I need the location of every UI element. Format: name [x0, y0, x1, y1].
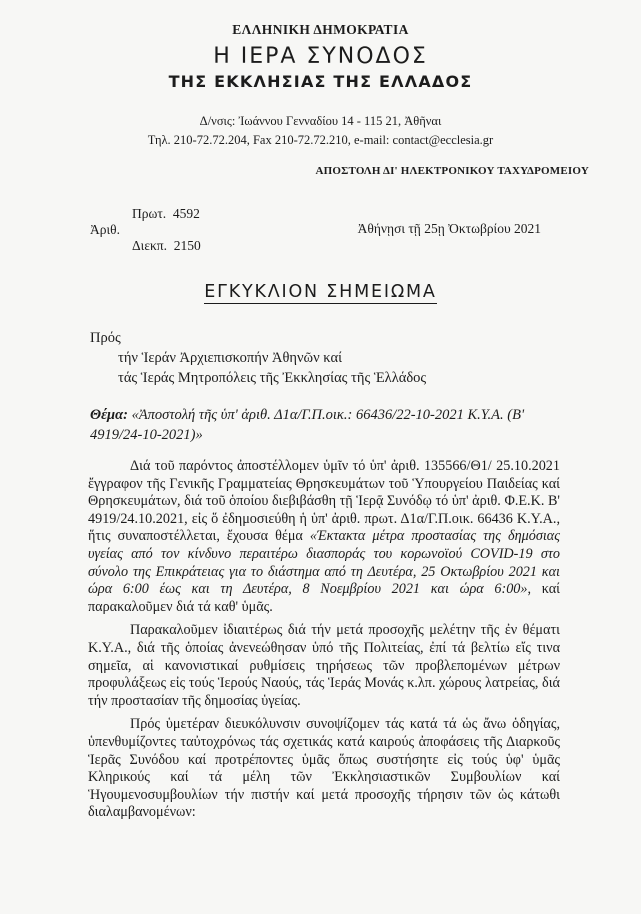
body-text: , καί παρακαλοῦμεν διά τά καθ' ὑμᾶς.	[88, 581, 560, 615]
dispatch-label: Διεκπ.	[132, 238, 167, 253]
letter-body	[88, 458, 560, 828]
body-paragraph	[88, 458, 560, 616]
body-paragraph: Πρός ὑμετέραν διευκόλυνσιν συνοψίζομεν τάς κατά τά ὡς ἄνω ὁδηγίας, ὑπενθυμίζοντες ταὐτοχρόνως τάς σχετικάς κατά καιρούς ἀποφάσεις τῆς Διαρκοῦς Ἱερᾶς Συνόδου καί προτρέποντες ὑμᾶς ὅπως συστήσητε εἰς τούς ὑφ' ὑμᾶς Κληρικούς καί τά μέλη τῶν Ἐκκλησιαστικῶν Συμβουλίων καί Ἡγουμενοσυμβουλίων τήν πιστήν καί μετά προσοχῆς τήρησιν τῶν ὡς κάτωθι διαλαμβανομένων:	[88, 716, 560, 821]
letterhead-address	[0, 112, 641, 150]
body-paragraph: Παρακαλοῦμεν ἰδιαιτέρως διά τήν μετά προσοχῆς μελέτην τῆς ἐν θέματι Κ.Υ.Α., διά τῆς ὁποίας ἀνενεώθησαν ὑπό τῆς Πολιτείας, ἐπί τά βελτίω εἴς τινα σημεῖα, αἱ κανονιστικαί ρυθμίσεις τηρήσεως τῶν προβλεπομένων μέτρων προφυλάξεως εἰς τούς Ἱερούς Ναούς, τάς Ἱεράς Μονάς κ.λπ. χώρους λατρείας, διά τήν προστασίαν τῆς δημοσίας ὑγείας.	[88, 622, 560, 709]
dispatch-number	[132, 237, 201, 255]
circular-title-text: ΕΓΚΥΚΛΙΟΝ ΣΗΜΕΙΩΜΑ	[204, 282, 437, 302]
protocol-label: Πρωτ.	[132, 206, 167, 221]
addressee-block	[90, 328, 426, 388]
subject-label: Θέμα:	[90, 407, 128, 423]
synod-subtitle: ΤΗΣ ΕΚΚΛΗΣΙΑΣ ΤΗΣ ΕΛΛΑΔΟΣ	[168, 72, 473, 91]
republic-heading: ΕΛΛΗΝΙΚΗ ΔΗΜΟΚΡΑΤΙΑ	[232, 22, 409, 37]
addressee-line: τήν Ἱεράν Ἀρχιεπισκοπήν Ἀθηνῶν καί	[118, 350, 342, 366]
subject-block	[90, 405, 560, 445]
number-label: Ἀριθ.	[90, 222, 120, 237]
protocol-number	[132, 205, 200, 223]
contact-line: Τηλ. 210-72.72.204, Fax 210-72.72.210, e-mail: contact@ecclesia.gr	[147, 133, 494, 147]
circular-title	[0, 282, 641, 302]
dispatch-value: 2150	[173, 238, 201, 253]
body-text: Διά τοῦ παρόντος ἀποστέλλομεν ὑμῖν τό ὑπ' ἀριθ. 135566/Θ1/ 25.10.2021 ἔγγραφον τῆς Γενικῆς Γραμματείας Θρησκευμάτων τοῦ Ὑπουργείου Παιδείας καί Θρησκευμάτων, διά τοῦ ὁποίου διεβιβάσθη τῇ Ἱερᾷ Συνόδῳ τό ὑπ' ἀριθ. Φ.Ε.Κ. Β' 4919/24.10.2021, εἰς ὅ ἐδημοσιεύθη ἡ ὑπ' ἀριθ. πρωτ. Δ1α/Γ.Π.οικ. 66436 Κ.Υ.Α., ἥτις συναποστέλλεται, ἔχουσα θέμα	[88, 458, 560, 545]
subject-text: «Ἀποστολή τῆς ὑπ' ἀριθ. Δ1α/Γ.Π.οικ.: 66436/22-10-2021 Κ.Υ.Α. (Β' 4919/24-10-2021)»	[90, 407, 525, 443]
protocol-value: 4592	[172, 206, 200, 221]
addressee-to: Πρός	[90, 330, 121, 346]
letter-date: Ἀθήνῃσι τῇ 25ῃ Ὀκτωβρίου 2021	[357, 221, 541, 236]
addressee-line: τάς Ἱεράς Μητροπόλεις τῆς Ἐκκλησίας τῆς Ἑλλάδος	[118, 370, 427, 386]
synod-title: Η ΙΕΡΑ ΣΥΝΟΔΟΣ	[213, 44, 428, 69]
delivery-note: ΑΠΟΣΤΟΛΗ ΔΙ' ΗΛΕΚΤΡΟΝΙΚΟΥ ΤΑΧΥΔΡΟΜΕΙΟΥ	[315, 165, 589, 177]
body-quote: «Έκτακτα μέτρα προστασίας της δημόσιας υγείας από τον κίνδυνο περαιτέρω διασποράς του κορωνοϊού COVID-19 στο σύνολο της Επικράτειας για το διάστημα από τη Δευτέρα, 25 Οκτωβρίου 2021 και ώρα 6:00 έως και τη Δευτέρα, 8 Νοεμβρίου 2021 και ώρα 6:00»	[88, 528, 560, 598]
address-line: Δ/νσις: Ἰωάννου Γενναδίου 14 - 115 21, Ἀθῆναι	[199, 114, 442, 128]
